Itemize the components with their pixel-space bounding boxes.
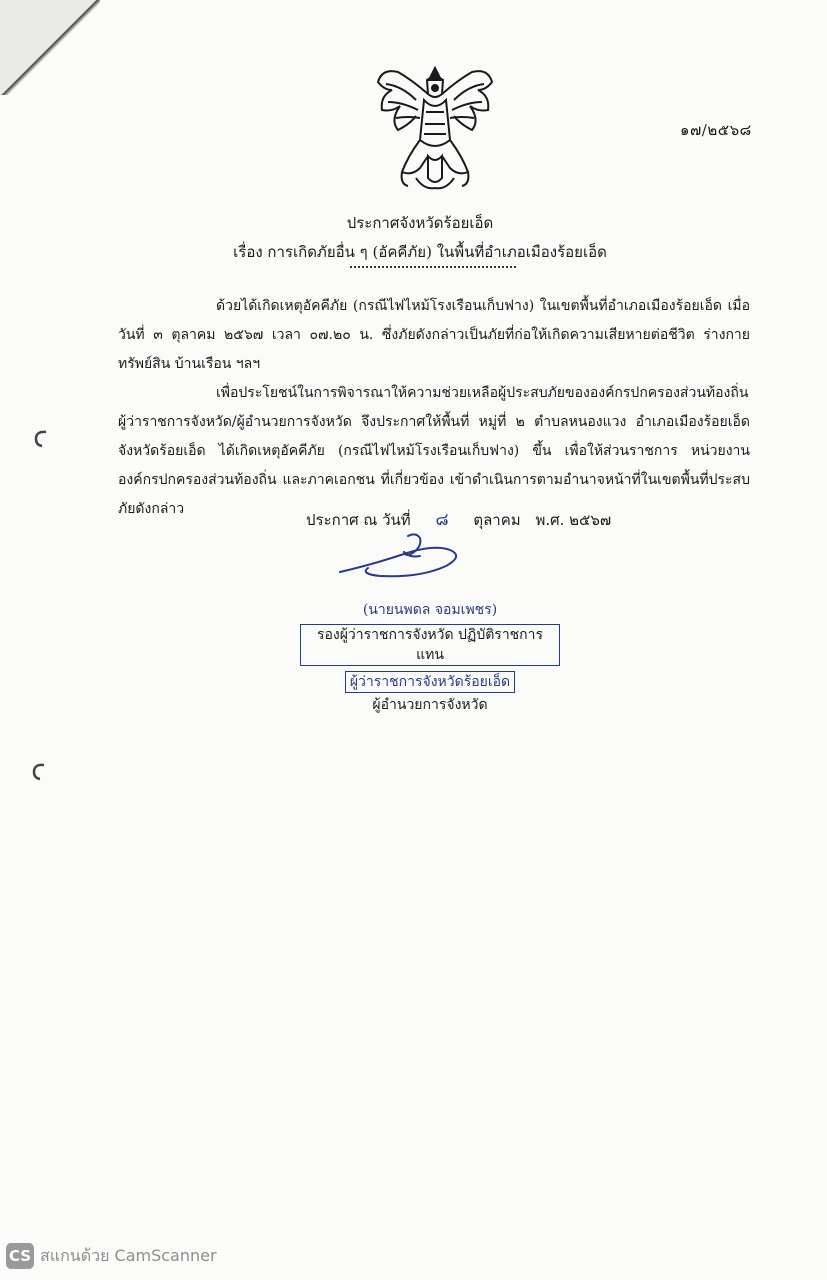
handwritten-signature-icon <box>334 528 474 583</box>
watermark-text: สแกนด้วย CamScanner <box>40 1245 217 1265</box>
punch-hole-mark <box>30 762 48 780</box>
garuda-emblem-icon <box>372 60 498 192</box>
paragraph-1-text: ด้วยได้เกิดเหตุอัคคีภัย (กรณีไฟไหม้โรงเรือนเก็บฟาง) ในเขตพื้นที่อำเภอเมืองร้อยเอ็ด เมื่อวันที่ ๓ ตุลาคม ๒๕๖๗ เวลา ๐๗.๒๐ น. ซึ่งภัยดังกล่าวเป็นภัยที่ก่อให้เกิดความเสียหายต่อชีวิต ร่างกาย ทรัพย์สิน บ้านเรือน ฯลฯ <box>118 298 750 372</box>
camscanner-watermark <box>6 1243 217 1269</box>
folded-corner <box>0 0 100 95</box>
document-header <box>160 209 680 267</box>
paragraph-1 <box>118 292 750 380</box>
date-month: ตุลาคม <box>473 511 521 529</box>
date-year: พ.ศ. ๒๕๖๗ <box>535 511 612 529</box>
signer-position-1: รองผู้ว่าราชการจังหวัด ปฏิบัติราชการแทน <box>300 624 560 666</box>
document-title: ประกาศจังหวัดร้อยเอ็ด <box>346 214 494 232</box>
punch-hole-mark <box>32 429 50 447</box>
paragraph-2-text: เพื่อประโยชน์ในการพิจารณาให้ความช่วยเหลือผู้ประสบภัยขององค์กรปกครองส่วนท้องถิ่น ผู้ว่าราชการจังหวัด/ผู้อำนวยการจังหวัด จึงประกาศให้พื้นที่ หมู่ที่ ๒ ตำบลหนองแวง อำเภอเมืองร้อยเอ็ด จังหวัดร้อยเอ็ด ได้เกิดเหตุอัคคีภัย (กรณีไฟไหม้โรงเรือนเก็บฟาง) ขึ้น เพื่อให้ส่วนราชการ หน่วยงาน องค์กรปกครองส่วนท้องถิ่น และภาคเอกชน ที่เกี่ยวข้อง เข้าดำเนินการตามอำนาจหน้าที่ในเขตพื้นที่ประสบภัยดังกล่าว <box>118 385 750 517</box>
document-number: ๑๗/๒๕๖๘ <box>680 121 752 139</box>
signer-position-3: ผู้อำนวยการจังหวัด <box>372 697 488 713</box>
document-subject: เรื่อง การเกิดภัยอื่น ๆ (อัคคีภัย) ในพื้นที่อำเภอเมืองร้อยเอ็ด <box>233 243 607 261</box>
date-day: ๘ <box>435 510 449 530</box>
signer-position-2: ผู้ว่าราชการจังหวัดร้อยเอ็ด <box>345 671 515 693</box>
camscanner-logo-icon: CS <box>6 1243 34 1269</box>
separator-dots <box>350 266 516 268</box>
date-prefix: ประกาศ ณ วันที่ <box>306 511 411 529</box>
paragraph-2 <box>118 379 750 517</box>
signer-name: (นายนพดล จอมเพชร) <box>362 602 498 618</box>
signature-block <box>300 597 560 714</box>
